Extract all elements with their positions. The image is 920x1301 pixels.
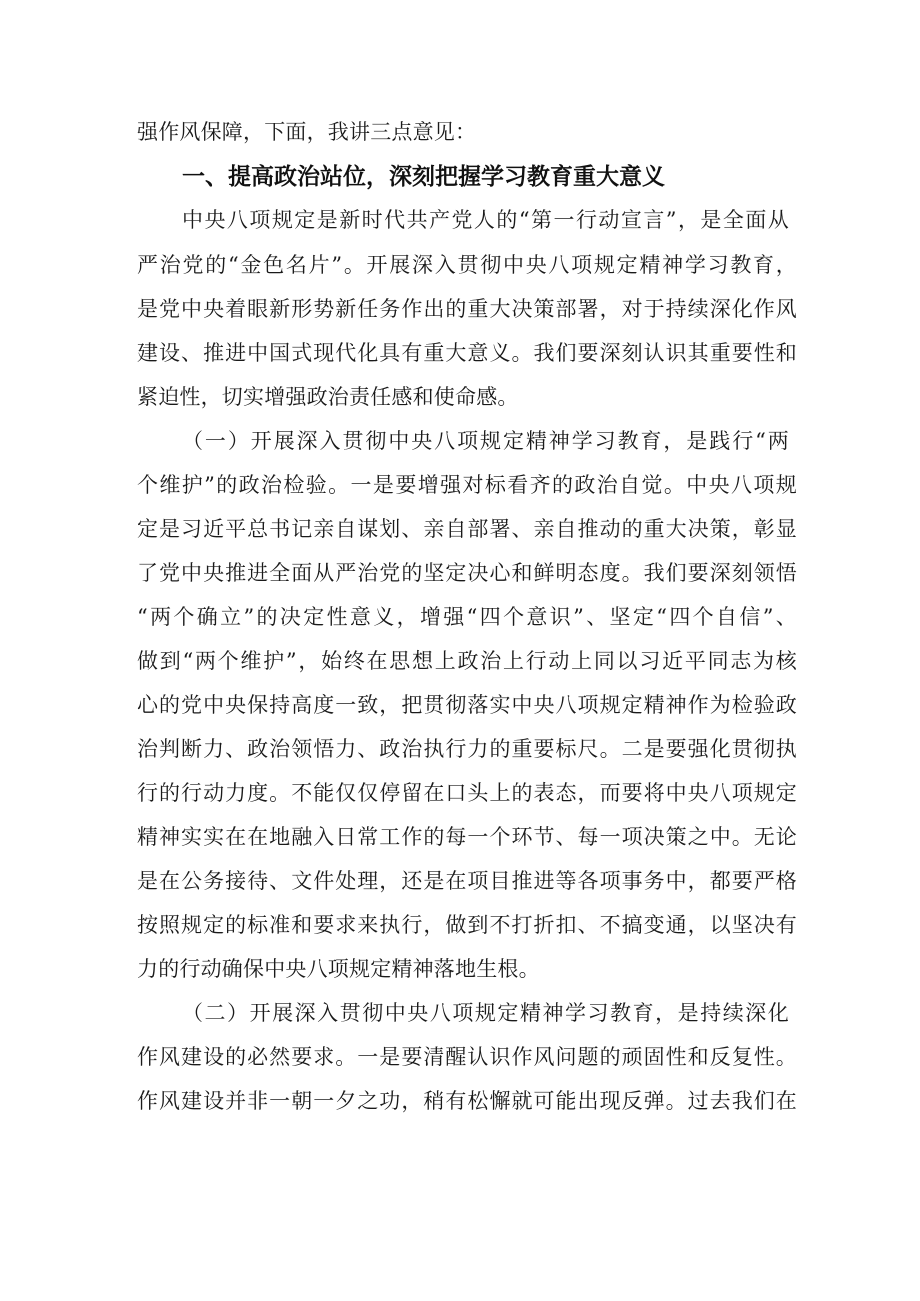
section-heading: 一、提高政治站位，深刻把握学习教育重大意义 [182, 164, 665, 190]
paragraph-line: （一）开展深入贯彻中央八项规定精神学习教育，是践行“两 [182, 429, 789, 453]
paragraph-line: 中央八项规定是新时代共产党人的“第一行动宣言”，是全面从 [182, 208, 789, 232]
paragraph-line: 了党中央推进全面从严治党的坚定决心和鲜明态度。我们要深刻领悟 [137, 561, 797, 585]
paragraph-line: 作风建设的必然要求。一是要清醒认识作风问题的顽固性和反复性。 [137, 1045, 797, 1069]
paragraph-line: 严治党的“金色名片”。开展深入贯彻中央八项规定精神学习教育， [137, 253, 797, 277]
paragraph-line: 心的党中央保持高度一致，把贯彻落实中央八项规定精神作为检验政 [137, 693, 797, 717]
paragraph-line: 作风建设并非一朝一夕之功，稍有松懈就可能出现反弹。过去我们在 [137, 1089, 797, 1113]
paragraph-line: “两个确立”的决定性意义，增强“四个意识”、坚定“四个自信”、 [137, 605, 797, 629]
paragraph-line: 定是习近平总书记亲自谋划、亲自部署、亲自推动的重大决策，彰显 [137, 517, 797, 541]
paragraph-line: 力的行动确保中央八项规定精神落地生根。 [137, 957, 540, 981]
paragraph-line: 精神实实在在地融入日常工作的每一个环节、每一项决策之中。无论 [137, 825, 797, 849]
paragraph-line: 紧迫性，切实增强政治责任感和使命感。 [137, 385, 519, 409]
paragraph-line: 个维护”的政治检验。一是要增强对标看齐的政治自觉。中央八项规 [137, 473, 797, 497]
paragraph-line: 是党中央着眼新形势新任务作出的重大决策部署，对于持续深化作风 [137, 297, 797, 321]
text-line: 强作风保障，下面，我讲三点意见： [137, 120, 477, 144]
paragraph-line: 行的行动力度。不能仅仅停留在口头上的表态，而要将中央八项规定 [137, 781, 797, 805]
paragraph-line: 按照规定的标准和要求来执行，做到不打折扣、不搞变通，以坚决有 [137, 913, 797, 937]
paragraph-line: 做到“两个维护”，始终在思想上政治上行动上同以习近平同志为核 [137, 649, 797, 673]
paragraph-line: 是在公务接待、文件处理，还是在项目推进等各项事务中，都要严格 [137, 869, 797, 893]
paragraph-line: 建设、推进中国式现代化具有重大意义。我们要深刻认识其重要性和 [137, 341, 797, 365]
paragraph-line: 治判断力、政治领悟力、政治执行力的重要标尺。二是要强化贯彻执 [137, 737, 797, 761]
paragraph-line: （二）开展深入贯彻中央八项规定精神学习教育，是持续深化 [182, 1001, 789, 1025]
